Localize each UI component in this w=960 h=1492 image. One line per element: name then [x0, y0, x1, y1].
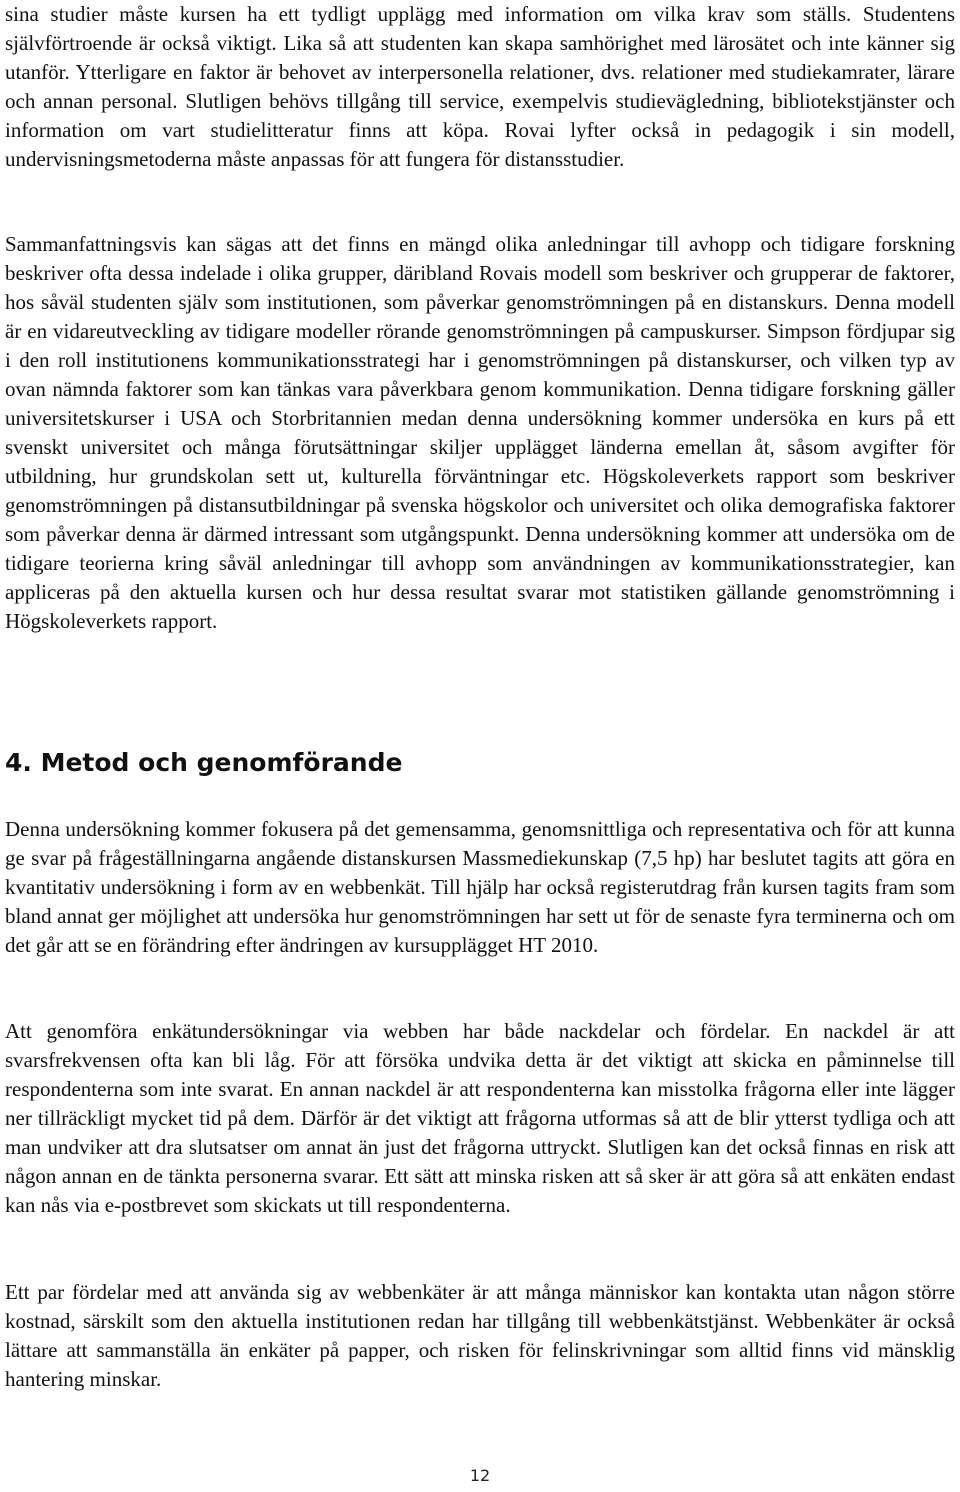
paragraph-method: Denna undersökning kommer fokusera på det gemensamma, genomsnittliga och representativa och för att kunna ge svar på frågeställningarna angående distanskursen Massmediekunskap (7,5 hp) har beslutet tagits att göra en kvantitativ undersökning i form av en webbenkät. Till hjälp har också registerutdrag från kursen tagits fram som bland annat ger möjlighet att undersöka hur genomströmningen har sett ut för de senaste fyra terminerna och om det går att se en förändring efter ändringen av kursupplägget HT 2010.: [5, 817, 955, 957]
paragraph-web-survey-drawbacks: Att genomföra enkätundersökningar via webben har både nackdelar och fördelar. En nackdel är att svarsfrekvensen ofta kan bli låg. För att försöka undvika detta är det viktigt att skicka en påminnelse till respondenterna som inte svarat. En annan nackdel är att respondenterna kan misstolka frågorna eller inte lägger ner tillräckligt mycket tid på dem. Därför är det viktigt att frågorna utformas så att de blir ytterst tydliga och att man undviker att dra slutsatser om annat än just det frågorna uttryckt. Slutligen kan det också finnas en risk att någon annan en de tänkta personerna svarar. Ett sätt att minska risken att så sker är att göra så att enkäten endast kan nås via e-postbrevet som skickats ut till respondenterna.: [5, 1019, 955, 1217]
paragraph-summary: Sammanfattningsvis kan sägas att det finns en mängd olika anledningar till avhopp och tidigare forskning beskriver ofta dessa indelade i olika grupper, däribland Rovais modell som beskriver och grupperar de faktorer, hos såväl studenten själv som institutionen, som påverkar genomströmningen på en distanskurs. Denna modell är en vidareutveckling av tidigare modeller rörande genomströmningen på campuskurser. Simpson fördjupar sig i den roll institutionens kommunikationsstrategi har i genomströmningen på distanskurser, och vilken typ av ovan nämnda faktorer som kan tänkas vara påverkbara genom kommunikation. Denna tidigare forskning gäller universitetskurser i USA och Storbritannien medan denna undersökning kommer undersöka en kurs på ett svenskt universitet och många förutsättningar skiljer upplägget länderna emellan åt, såsom avgifter för utbildning, hur grundskolan sett ut, kulturella förväntningar etc. Högskoleverkets rapport som beskriver genomströmningen på distansutbildningar på svenska högskolor och universitet och olika demografiska faktorer som påverkar denna är därmed intressant som utgångspunkt. Denna undersökning kommer att undersöka om de tidigare teorierna kring såväl anledningar till avhopp som användningen av kommunikationsstrategier, kan appliceras på den aktuella kursen och hur dessa resultat svarar mot statistiken gällande genomströmning i Högskoleverkets rapport.: [5, 232, 955, 633]
section-heading: 4. Metod och genomförande: [5, 748, 403, 777]
page-number: 12: [469, 1466, 491, 1485]
paragraph-web-survey-advantages: Ett par fördelar med att använda sig av webbenkäter är att många människor kan kontakta utan någon större kostnad, särskilt som den aktuella institutionen redan har tillgång till webbenkätstjänst. Webbenkäter är också lättare att sammanställa än enkäter på papper, och risken för felinskrivningar som alltid finns vid mänsklig hantering minskar.: [5, 1280, 955, 1391]
paragraph-rovai-model: sina studier måste kursen ha ett tydligt upplägg med information om vilka krav som ställs. Studentens självförtroende är också viktigt. Lika så att studenten kan skapa samhörighet med lärosätet och inte känner sig utanför. Ytterligare en faktor är behovet av interpersonella relationer, dvs. relationer med studiekamrater, lärare och annan personal. Slutligen behövs tillgång till service, exempelvis studievägledning, bibliotekstjänster och information om vart studielitteratur finns att köpa. Rovai lyfter också in pedagogik i sin modell, undervisningsmetoderna måste anpassas för att fungera för distansstudier.: [5, 2, 955, 171]
